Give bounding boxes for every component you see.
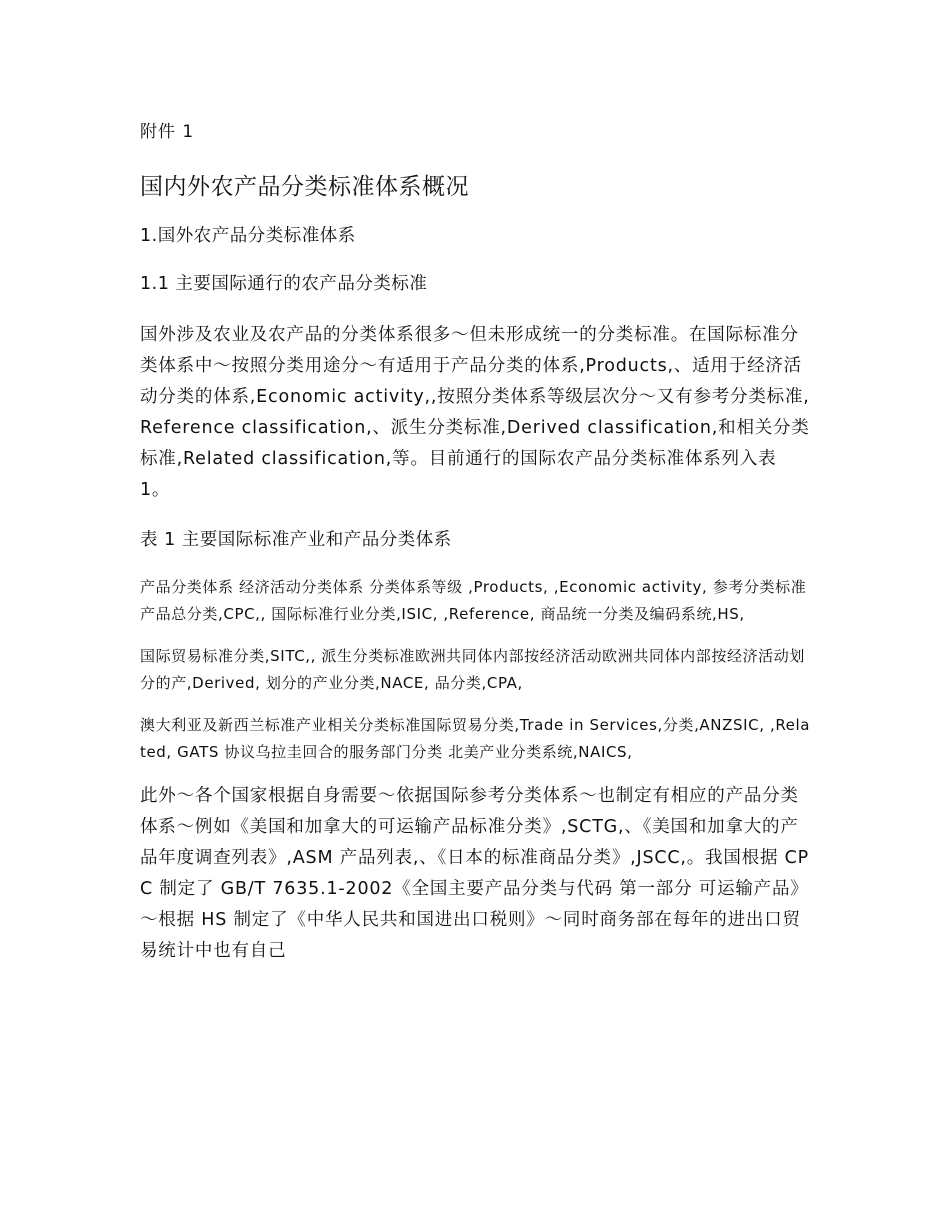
table-row: 产品分类体系 经济活动分类体系 分类体系等级 ,Products, ,Economic activity, 参考分类标准产品总分类,CPC,, 国际标准行业分类,ISIC, ,Reference, 商品统一分类及编码系统,HS, — [140, 578, 807, 623]
document-page — [140, 118, 812, 967]
document-title: 国内外农产品分类标准体系概况 — [140, 174, 469, 200]
attachment-label: 附件 1 — [140, 122, 195, 142]
paragraph-intro: 国外涉及农业及农产品的分类体系很多～但未形成统一的分类标准。在国际标准分类体系中～按照分类用途分～有适用于产品分类的体系,Products,、适用于经济活动分类的体系,Economic activity,,按照分类体系等级层次分～又有参考分类标准,Reference classification,、派生分类标准,Derived classification,和相关分类标准,Related classification,等。目前通行的国际农产品分类标准体系列入表 1。 — [140, 325, 810, 500]
section-1-heading: 1.国外农产品分类标准体系 — [140, 226, 356, 246]
table-row: 澳大利亚及新西兰标准产业相关分类标准国际贸易分类,Trade in Services,分类,ANZSIC, ,Related, GATS 协议乌拉圭回合的服务部门分类 北美产业分类系统,NAICS, — [140, 716, 811, 761]
table-row: 国际贸易标准分类,SITC,, 派生分类标准欧洲共同体内部按经济活动欧洲共同体内部按经济活动划分的产,Derived, 划分的产业分类,NACE, 品分类,CPA, — [140, 647, 805, 692]
classification-table — [140, 574, 812, 766]
paragraph-national-systems: 此外～各个国家根据自身需要～依据国际参考分类体系～也制定有相应的产品分类体系～例如《美国和加拿大的可运输产品标准分类》,SCTG,、《美国和加拿大的产品年度调查列表》,ASM 产品列表,、《日本的标准商品分类》,JSCC,。我国根据 CPC 制定了 GB/T 7635.1-2002《全国主要产品分类与代码 第一部分 可运输产品》～根据 HS 制定了《中华人民共和国进出口税则》～同时商务部在每年的进出口贸易统计中也有自己 — [140, 786, 809, 961]
section-1-1-heading: 1.1 主要国际通行的农产品分类标准 — [140, 274, 428, 294]
table-caption: 表 1 主要国际标准产业和产品分类体系 — [140, 530, 452, 550]
